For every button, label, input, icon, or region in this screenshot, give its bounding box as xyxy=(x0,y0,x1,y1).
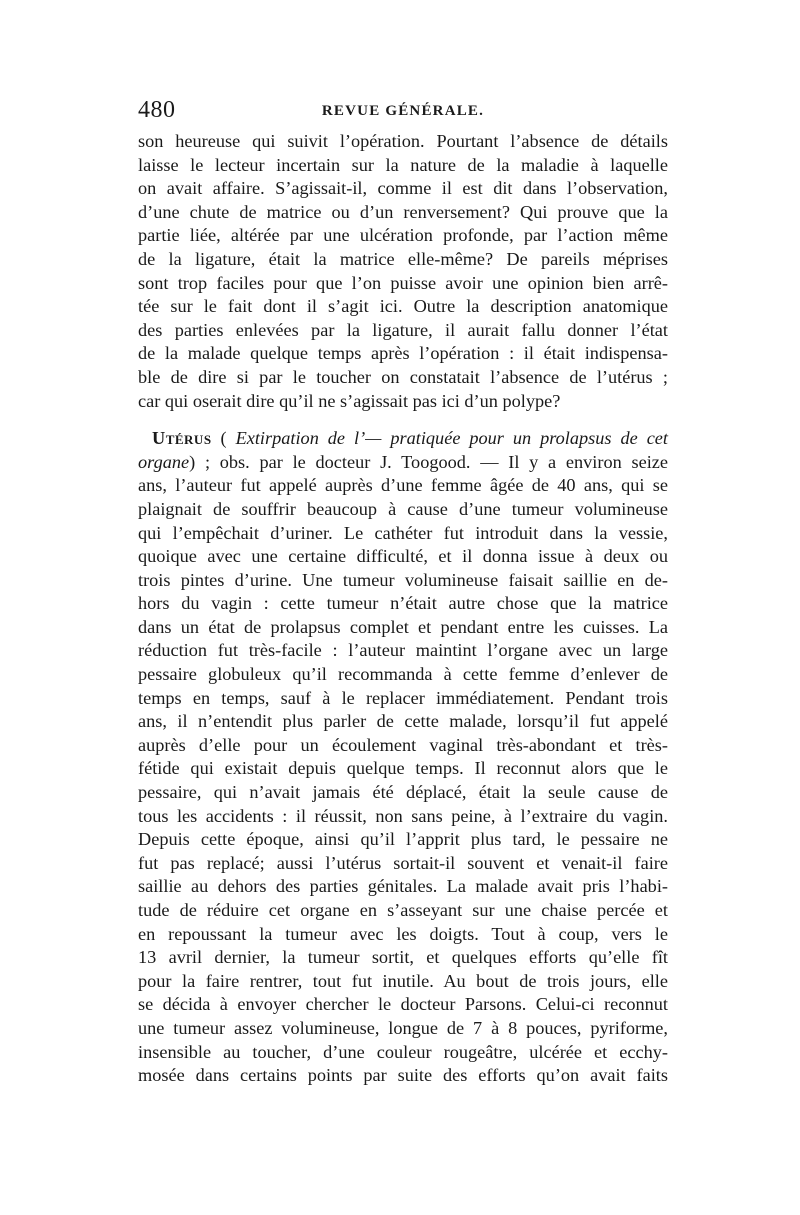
text-line: qui l’empêchait d’uriner. Le cathéter fut introduit dans la vessie, xyxy=(138,522,668,543)
paragraph-uterus xyxy=(138,427,668,1088)
text-line: dans un état de prolapsus complet et pendant entre les cuisses. La xyxy=(138,616,668,637)
text-line: hors du vagin : cette tumeur n’était autre chose que la matrice xyxy=(138,593,668,614)
text-line: d’une chute de matrice ou d’un renversement? Qui prouve que la xyxy=(138,201,668,222)
text-line: des parties enlevées par la ligature, il aurait fallu donner l’état xyxy=(138,319,668,340)
text-line: de la malade quelque temps après l’opération : il était indispensa- xyxy=(138,343,668,364)
text-line: auprès d’elle pour un écoulement vaginal très-abondant et très- xyxy=(138,734,668,755)
entry-head-open: ( xyxy=(211,428,236,449)
text-line: ans, l’auteur fut appelé auprès d’une femme âgée de 40 ans, qui se xyxy=(138,475,668,496)
page-number: 480 xyxy=(138,97,176,123)
paragraph-continuation xyxy=(138,130,668,413)
text-line: Depuis cette époque, ainsi qu’il l’apprit plus tard, le pessaire ne xyxy=(138,829,668,850)
journal-title: REVUE GÉNÉRALE. xyxy=(321,103,485,119)
text-line: partie liée, altérée par une ulcération profonde, par l’action même xyxy=(138,225,668,246)
text-line: se décida à envoyer chercher le docteur Parsons. Celui-ci reconnut xyxy=(138,994,668,1015)
text-line: réduction fut très-facile : l’auteur maintint l’organe avec un large xyxy=(138,640,668,661)
section-gap xyxy=(138,413,668,427)
entry-title-italic: Extirpation de l’— pratiquée pour un prolapsus de cet xyxy=(235,428,669,449)
text-line: de la ligature, était la matrice elle-même? De pareils méprises xyxy=(138,248,668,269)
text-line: ans, il n’entendit plus parler de cette malade, lorsqu’il fut appelé xyxy=(138,711,668,732)
page xyxy=(138,96,668,1088)
text-line: insensible au toucher, d’une couleur rougeâtre, ulcérée et ecchy- xyxy=(138,1041,668,1062)
entry-heading-line xyxy=(138,427,668,451)
text-line: ble de dire si par le toucher on constatait l’absence de l’utérus ; xyxy=(138,366,668,387)
text-line: plaignait de souffrir beaucoup à cause d’une tumeur volumineuse xyxy=(138,498,668,519)
text-line: tude de réduire cet organe en s’asseyant sur une chaise percée et xyxy=(138,900,668,920)
text-line: fétide qui existait depuis quelque temps. Il reconnut alors que le xyxy=(138,758,668,779)
entry-heading-line-2 xyxy=(138,451,668,475)
text-line: tée sur le fait dont il s’agit ici. Outre la description anatomique xyxy=(138,296,668,317)
text-line: mosée dans certains points par suite des efforts qu’on avait faits xyxy=(138,1065,668,1086)
text-line: on avait affaire. S’agissait-il, comme il est dit dans l’observation, xyxy=(138,178,668,199)
text-line: car qui oserait dire qu’il ne s’agissait pas ici d’un polype? xyxy=(138,390,561,411)
text-line: trois pintes d’urine. Une tumeur volumineuse faisait saillie en de- xyxy=(138,569,668,590)
text-line: sont trop faciles pour que l’on puisse avoir une opinion bien arrê- xyxy=(138,272,668,293)
text-line: en repoussant la tumeur avec les doigts. Tout à coup, vers le xyxy=(138,923,668,944)
text-line: pour la faire rentrer, tout fut inutile. Au bout de trois jours, elle xyxy=(138,970,668,991)
entry-head-rest: ) ; obs. par le docteur J. Toogood. — Il y a environ seize xyxy=(189,451,668,472)
text-line: saillie au dehors des parties génitales. La malade avait pris l’habi- xyxy=(138,876,668,897)
text-line: temps en temps, sauf à le replacer immédiatement. Pendant trois xyxy=(138,687,668,708)
text-line: quoique avec une certaine difficulté, et il donna issue à deux ou xyxy=(138,546,668,567)
text-line: laisse le lecteur incertain sur la nature de la maladie à laquelle xyxy=(138,154,668,175)
text-line: pessaire, qui n’avait jamais été déplacé, était la seule cause de xyxy=(138,782,668,803)
text-line: tous les accidents : il réussit, non sans peine, à l’extraire du vagin. xyxy=(138,805,668,826)
text-line: son heureuse qui suivit l’opération. Pourtant l’absence de détails xyxy=(138,131,668,151)
entry-head-word: Utérus xyxy=(152,428,212,449)
entry-title-italic-2: organe xyxy=(138,451,190,472)
text-line: 13 avril dernier, la tumeur sortit, et quelques efforts qu’elle fît xyxy=(138,947,668,968)
text-line: pessaire globuleux qu’il recommanda à cette femme d’enlever de xyxy=(138,664,668,685)
running-head xyxy=(138,96,668,126)
text-line: fut pas replacé; aussi l’utérus sortait-il souvent et venait-il faire xyxy=(138,852,668,873)
text-line: une tumeur assez volumineuse, longue de 7 à 8 pouces, pyriforme, xyxy=(138,1017,668,1038)
